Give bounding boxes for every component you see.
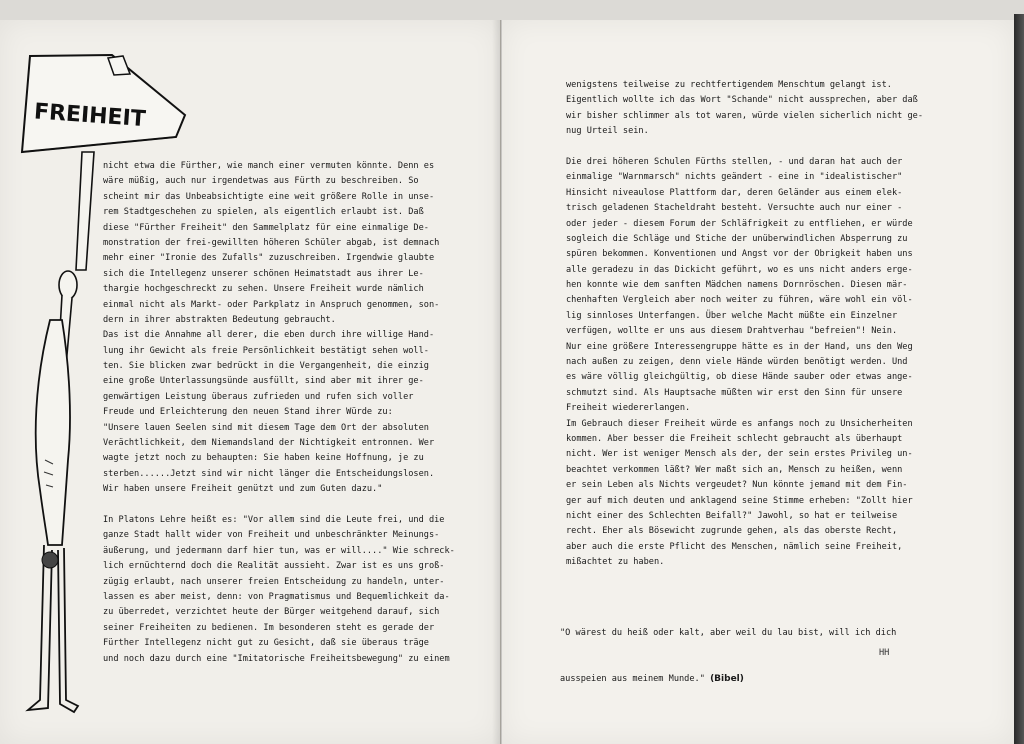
left-page-line: "Unsere lauen Seelen sind mit diesem Tage dem Ort der absoluten [103, 422, 429, 433]
right-page-line: ger auf mich deuten und anklagend seine Stimme erheben: "Zollt hier [566, 495, 913, 506]
left-page [0, 20, 501, 744]
right-page-line: es wäre völlig gleichgültig, ob diese Hände sauber oder etwas ange- [566, 372, 913, 383]
right-page [502, 20, 1014, 744]
right-page-line: wenigstens teilweise zu rechtfertigendem Menschtum gelangt ist. [566, 80, 892, 90]
legs [28, 545, 78, 712]
bible-quote [560, 595, 896, 718]
knee-knot [42, 552, 58, 568]
right-page-line: nach außen zu zeigen, denn viele Hände würden benötigt werden. Und [566, 357, 908, 368]
right-page-line: nug Urteil sein. [566, 126, 649, 137]
left-page-line: nicht etwa die Fürther, wie manch einer vermuten könnte. Denn es [103, 161, 435, 171]
left-page-line: eine große Unterlassungsünde ausfüllt, sind aber mit ihrer ge- [103, 376, 424, 387]
left-page-line: wäre müßig, auch nur irgendetwas aus Fürth zu beschreiben. So [103, 176, 419, 187]
body [36, 320, 70, 545]
left-page-line: In Platons Lehre heißt es: "Vor allem sind die Leute frei, und die [103, 514, 445, 525]
right-page-line: oder jeder - diesem Forum der Schläfrigkeit zu entfliehen, er würde [566, 218, 913, 229]
quote-line-1: "O wärest du heiß oder kalt, aber weil du lau bist, will ich dich [560, 627, 897, 638]
right-page-line: nicht. Wer ist weniger Mensch als der, der sein erstes Privileg un- [566, 449, 913, 460]
quote-line-2: ausspeien aus meinem Munde." [560, 674, 705, 685]
book-edge [1014, 14, 1024, 744]
left-page-line: Wir haben unsere Freiheit genützt und zum Guten dazu." [103, 484, 383, 495]
right-page-line: chenhaften Vergleich aber noch weiter zu führen, wäre wohl ein völ- [566, 295, 913, 306]
right-page-line: recht. Eher als Bösewicht zugrunde gehen, als das oberste Recht, [566, 526, 898, 537]
left-page-line: zügig erlaubt, nach unserer freien Entscheidung zu handeln, unter- [103, 576, 445, 587]
quote-source: (Bibel) [710, 674, 744, 685]
right-page-line [566, 140, 923, 155]
right-page-line: aber auch die erste Pflicht des Menschen, nämlich seine Freiheit, [566, 541, 903, 552]
right-page-line: Eigentlich wollte ich das Wort "Schande" nicht aussprechen, aber daß [566, 95, 918, 106]
signature: HH [879, 648, 890, 658]
right-page-line: hen konnte wie dem sanften Mädchen namens Dornröschen. Diesen mär- [566, 280, 908, 291]
right-page-line: einmalige "Warnmarsch" nichts geändert - eine in "idealistischer" [566, 172, 903, 183]
right-page-line: Im Gebrauch dieser Freiheit würde es anfangs noch zu Unsicherheiten [566, 418, 913, 429]
left-page-line: wagte jetzt noch zu behaupten: Sie haben keine Hoffnung, je zu [103, 453, 424, 464]
left-page-line: lassen es aber meist, denn: von Pragmatismus und Bequemlichkeit da- [103, 591, 450, 602]
right-page-line: Die drei höheren Schulen Fürths stellen, - und daran hat auch der [566, 156, 903, 167]
left-page-line: sterben......Jetzt sind wir nicht länger die Entscheidungslosen. [103, 468, 435, 479]
left-page-line: und noch dazu durch eine "Imitatorische Freiheitsbewegung" zu einem [103, 653, 450, 664]
right-page-line: Nur eine größere Interessengruppe hätte es in der Hand, uns den Weg [566, 341, 913, 352]
left-page-line: lich ernüchternd doch die Realität aussieht. Zwar ist es uns groß- [103, 561, 445, 572]
left-page-line: Fürther Intellegenz nicht gut zu Gesicht, daß sie überaus träge [103, 638, 429, 649]
left-page-line: zu überredet, verzichtet heute der Bürger weitgehend darauf, sich [103, 607, 440, 618]
right-page-line: er sein Leben als Nichts vergeudet? Nun könnte jemand mit dem Fin- [566, 480, 908, 491]
right-page-line: beachtet verkommen läßt? Wer maßt sich an, Mensch zu heißen, wenn [566, 464, 903, 475]
left-page-line: äußerung, und jedermann darf hier tun, was er will...." Wie schreck- [103, 545, 455, 556]
left-page-line: Freude und Erleichterung den neuen Stand ihrer Würde zu: [103, 407, 393, 418]
left-page-line: thargie hochgeschreckt zu sehen. Unsere Freiheit wurde nämlich [103, 284, 424, 295]
right-page-body [566, 78, 923, 571]
right-page-line: wir bisher schlimmer als tot waren, würde vielen sicherlich nicht ge- [566, 110, 923, 121]
right-page-line: kommen. Aber besser die Freiheit schlecht gebraucht als überhaupt [566, 433, 903, 444]
sign-word: FREIHEIT [33, 99, 147, 133]
left-page-line: dern in ihrer abstrakten Bedeutung gebraucht. [103, 314, 336, 325]
left-page-line: ten. Sie blicken zwar bedrückt in die Vergangenheit, die einzig [103, 361, 429, 372]
right-page-line: lig sinnloses Unterfangen. Über welche Macht müßte ein Einzelner [566, 310, 898, 321]
left-page-body [103, 159, 455, 667]
left-page-line: scheint mir das Unbeabsichtigte eine weit größere Rolle in unse- [103, 191, 435, 202]
right-page-line: schmutzt sind. Als Hauptsache müßten wir erst den Sinn für unsere [566, 387, 903, 398]
right-page-line: alle geradezu in das Dickicht geführt, wo es uns nicht anders erge- [566, 264, 913, 275]
left-page-line: sich die Intellegenz unserer schönen Heimatstadt aus ihrer Le- [103, 268, 424, 279]
left-page-line: genwärtigen Leistung überaus zufrieden und rufen sich voller [103, 391, 414, 402]
left-page-line: rem Stadtgeschehen zu spielen, als eigentlich erlaubt ist. Daß [103, 207, 424, 218]
sign-pole [76, 152, 94, 270]
right-page-line: trisch geladenen Stacheldraht besteht. Versuchte auch nur einer - [566, 203, 903, 214]
left-page-line: Verächtlichkeit, dem Niemandsland der Nichtigkeit entronnen. Wer [103, 438, 435, 449]
left-page-line: Das ist die Annahme all derer, die eben durch ihre willige Hand- [103, 330, 435, 341]
right-page-line: Hinsicht niveaulose Plattform dar, deren Geländer aus einem elek- [566, 187, 903, 198]
left-page-line: seiner Freiheiten zu bedienen. Im besonderen steht es gerade der [103, 622, 435, 633]
left-page-line: mehr einer "Ironie des Zufalls" zuzuschreiben. Irgendwie glaubte [103, 253, 435, 264]
right-page-line: mißachtet zu haben. [566, 557, 665, 568]
left-page-line [103, 498, 455, 513]
left-page-line: monstration der frei-gewillten höheren Schüler abgab, ist demnach [103, 237, 440, 248]
right-page-line: nicht einer des Schlechten Beifall?" Jawohl, so hat er teilweise [566, 510, 898, 521]
hand [59, 271, 77, 299]
left-page-line: einmal nicht als Markt- oder Parkplatz in Anspruch genommen, son- [103, 299, 440, 310]
right-page-line: Freiheit wiedererlangen. [566, 403, 691, 414]
left-page-line: ganze Stadt hallt wider von Freiheit und unbeschränkter Meinungs- [103, 530, 440, 541]
left-page-line: lung ihr Gewicht als freie Persönlichkeit bestätigt sehen woll- [103, 345, 429, 356]
right-page-line: sogleich die Schläge und Stiche der unüberwindlichen Absperrung zu [566, 233, 908, 244]
left-page-line: diese "Fürther Freiheit" den Sammelplatz für eine einmalige De- [103, 222, 429, 233]
right-page-line: verfügen, wollte er uns aus diesem Drahtverhau "befreien"! Nein. [566, 326, 898, 337]
right-page-line: spüren bekommen. Konventionen und Angst vor der Obrigkeit haben uns [566, 249, 913, 260]
